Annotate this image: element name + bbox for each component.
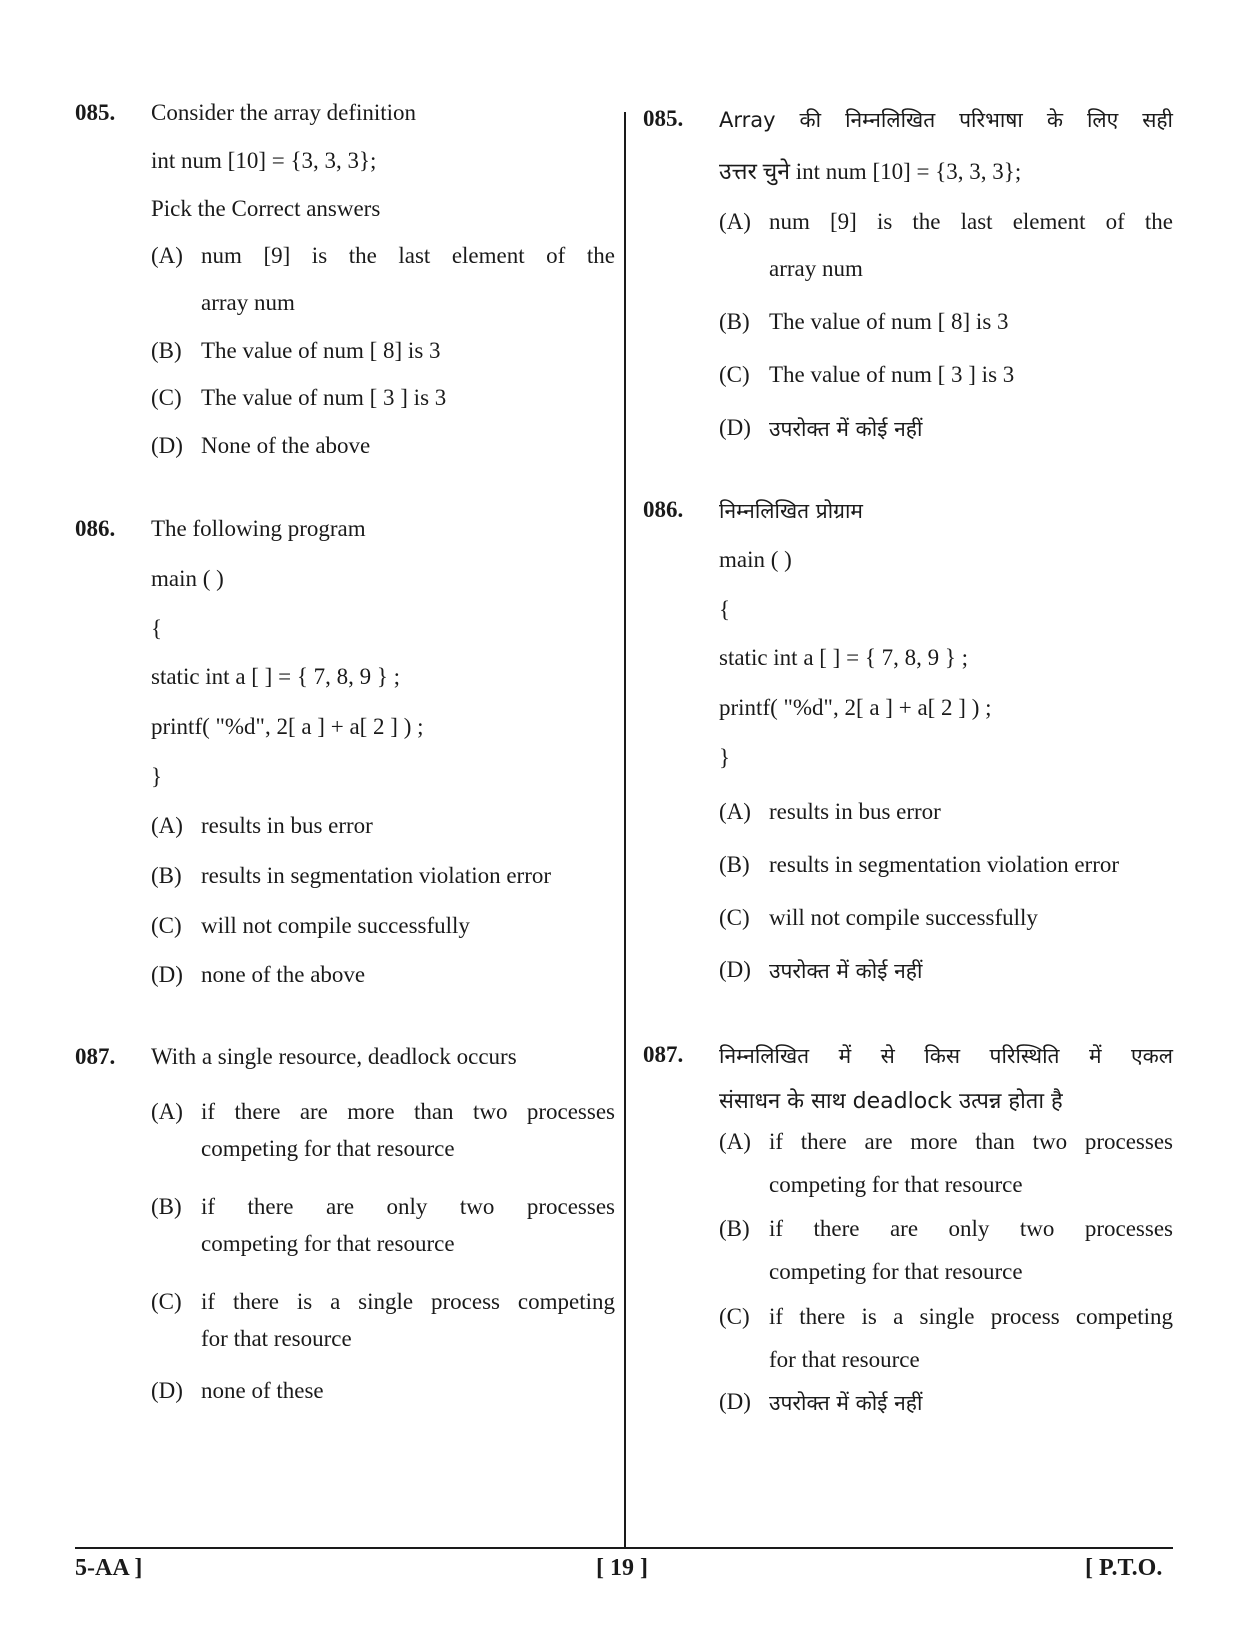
option-a (719, 209, 1173, 282)
option-b (151, 338, 441, 364)
option-d (151, 962, 365, 988)
option-d (719, 1389, 922, 1417)
question-number: 085. (643, 106, 684, 131)
option-text: competing for that resource (201, 1231, 455, 1256)
option-text: num [9] is the last element of the (769, 209, 1173, 234)
option-label: (A) (151, 1099, 183, 1124)
option-label: (D) (719, 957, 751, 982)
option-b (719, 309, 1009, 335)
option-a (719, 799, 941, 825)
column-divider (624, 112, 626, 1549)
option-label: (D) (151, 1378, 183, 1403)
question-number: 087. (643, 1042, 684, 1067)
option-text: num [9] is the last element of the (201, 243, 615, 268)
option-label: (B) (151, 863, 182, 888)
option-text: competing for that resource (769, 1172, 1023, 1197)
option-text: none of these (201, 1378, 324, 1403)
question-text: The following program (151, 516, 366, 541)
code-line: main ( ) (151, 566, 224, 591)
option-label: (C) (151, 913, 182, 938)
question-text: Consider the array definition (151, 100, 417, 125)
question-text: Pick the Correct answers (151, 196, 381, 221)
option-a (151, 1099, 615, 1162)
footer-rule (75, 1547, 1173, 1549)
option-label: (A) (151, 813, 183, 838)
option-label: (D) (719, 415, 751, 440)
option-text: if there is a single process competing (201, 1289, 615, 1314)
question-text: int num [10] = {3, 3, 3}; (151, 148, 377, 173)
option-c (151, 385, 446, 411)
option-text: if there are only two processes (769, 1216, 1173, 1241)
option-text: competing for that resource (769, 1259, 1023, 1284)
option-text: if there is a single process competing (769, 1304, 1173, 1329)
option-text: The value of num [ 8] is 3 (769, 309, 1009, 334)
option-c (151, 1289, 615, 1352)
option-b (719, 852, 1119, 878)
option-text: The value of num [ 3 ] is 3 (201, 385, 447, 410)
option-label: (D) (151, 433, 183, 458)
option-d (719, 957, 922, 985)
option-text: उपरोक्त में कोई नहीं (769, 959, 923, 983)
option-d (151, 433, 370, 459)
option-text: results in segmentation violation error (201, 863, 552, 888)
question-text: उत्तर चुने int num [10] = {3, 3, 3}; (719, 159, 1022, 184)
option-text: for that resource (201, 1326, 352, 1351)
option-text: results in bus error (769, 799, 941, 824)
option-text: if there are more than two processes (769, 1129, 1173, 1154)
code-line: } (151, 764, 163, 789)
option-label: (A) (719, 1129, 751, 1154)
option-text: will not compile successfully (201, 913, 470, 938)
question-number: 085. (75, 100, 116, 125)
option-text: for that resource (769, 1347, 920, 1372)
option-label: (C) (719, 362, 750, 387)
option-label: (A) (719, 799, 751, 824)
code-line: static int a [ ] = { 7, 8, 9 } ; (151, 664, 401, 689)
option-text: competing for that resource (201, 1136, 455, 1161)
question-text: संसाधन के साथ deadlock उत्पन्न होता है (719, 1089, 1063, 1114)
option-d (151, 1378, 324, 1404)
code-line: printf( "%d", 2[ a ] + a[ 2 ] ) ; (719, 695, 992, 720)
option-c (719, 362, 1014, 388)
option-label: (C) (151, 1289, 182, 1314)
question-text: निम्नलिखित में से किस परिस्थिति में एकल (719, 1044, 1173, 1068)
option-text: array num (769, 256, 863, 281)
option-a (151, 243, 615, 316)
option-c (151, 913, 470, 939)
paper-code: 5-AA ] (75, 1555, 143, 1581)
option-d (719, 415, 922, 443)
question-text: निम्नलिखित प्रोग्राम (719, 499, 863, 523)
option-label: (C) (151, 385, 182, 410)
option-label: (B) (719, 1216, 750, 1241)
question-number: 087. (75, 1044, 116, 1069)
option-label: (B) (151, 1194, 182, 1219)
code-line: main ( ) (719, 547, 792, 572)
option-c (719, 1304, 1173, 1373)
code-line: { (719, 597, 731, 622)
pto-label: [ P.T.O. (1085, 1555, 1163, 1581)
code-line: printf( "%d", 2[ a ] + a[ 2 ] ) ; (151, 714, 424, 739)
option-text: if there are more than two processes (201, 1099, 615, 1124)
option-b (151, 863, 551, 889)
option-text: results in bus error (201, 813, 373, 838)
option-label: (C) (719, 1304, 750, 1329)
option-label: (C) (719, 905, 750, 930)
option-text: none of the above (201, 962, 366, 987)
option-text: उपरोक्त में कोई नहीं (769, 1391, 923, 1415)
option-label: (B) (719, 309, 750, 334)
option-a (719, 1129, 1173, 1198)
option-b (719, 1216, 1173, 1285)
option-text: The value of num [ 8] is 3 (201, 338, 441, 363)
option-a (151, 813, 373, 839)
code-line: { (151, 616, 163, 641)
option-b (151, 1194, 615, 1257)
option-text: if there are only two processes (201, 1194, 615, 1219)
question-number: 086. (643, 497, 684, 522)
option-label: (D) (719, 1389, 751, 1414)
option-label: (A) (151, 243, 183, 268)
option-label: (B) (719, 852, 750, 877)
option-text: None of the above (201, 433, 371, 458)
code-line: } (719, 745, 731, 770)
option-text: will not compile successfully (769, 905, 1038, 930)
option-label: (B) (151, 338, 182, 363)
code-line: static int a [ ] = { 7, 8, 9 } ; (719, 645, 969, 670)
page-number: [ 19 ] (596, 1555, 648, 1581)
option-label: (A) (719, 209, 751, 234)
option-text: results in segmentation violation error (769, 852, 1120, 877)
question-text: With a single resource, deadlock occurs (151, 1044, 517, 1069)
option-text: The value of num [ 3 ] is 3 (769, 362, 1015, 387)
option-label: (D) (151, 962, 183, 987)
question-number: 086. (75, 516, 116, 541)
option-text: array num (201, 290, 295, 315)
question-text: Array की निम्नलिखित परिभाषा के लिए सही (719, 108, 1173, 132)
option-c (719, 905, 1038, 931)
option-text: उपरोक्त में कोई नहीं (769, 417, 923, 441)
